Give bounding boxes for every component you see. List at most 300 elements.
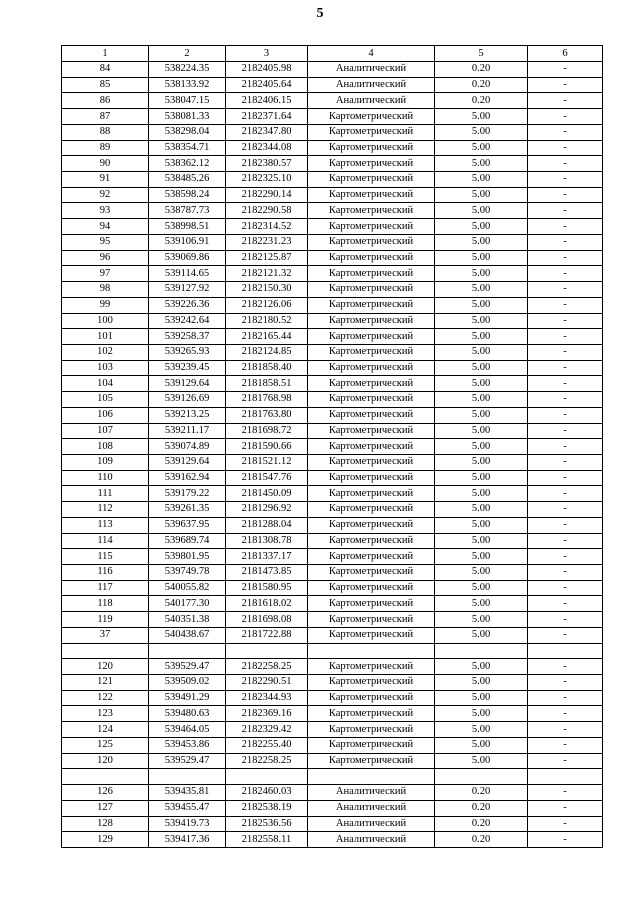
cell-method: Картометрический (308, 266, 435, 282)
cell-point-number: 126 (62, 785, 149, 801)
table-row (62, 659, 603, 675)
cell-x-coordinate: 539464.05 (149, 722, 226, 738)
cell-note: - (528, 706, 603, 722)
table-row (62, 580, 603, 596)
page-number: 5 (316, 6, 324, 21)
cell-y-coordinate: 2182344.08 (226, 140, 308, 156)
cell-point-number: 96 (62, 250, 149, 266)
cell-point-number: 84 (62, 62, 149, 78)
cell-note: - (528, 627, 603, 643)
cell-x-coordinate: 540055.82 (149, 580, 226, 596)
table-row-separator (62, 769, 603, 785)
coordinates-table (61, 45, 603, 848)
cell-point-number: 112 (62, 502, 149, 518)
cell-note: - (528, 297, 603, 313)
cell-x-coordinate: 540177.30 (149, 596, 226, 612)
cell-y-coordinate: 2181698.08 (226, 612, 308, 628)
cell-note: - (528, 77, 603, 93)
cell-point-number: 106 (62, 407, 149, 423)
cell-y-coordinate: 2182536.56 (226, 816, 308, 832)
cell-method: Аналитический (308, 93, 435, 109)
cell-point-number: 97 (62, 266, 149, 282)
cell-precision: 5.00 (435, 690, 528, 706)
cell-y-coordinate: 2181450.09 (226, 486, 308, 502)
table-row (62, 282, 603, 298)
table-row (62, 612, 603, 628)
cell-x-coordinate (149, 643, 226, 659)
cell-x-coordinate: 539226.36 (149, 297, 226, 313)
cell-point-number: 87 (62, 109, 149, 125)
cell-precision: 5.00 (435, 203, 528, 219)
cell-y-coordinate: 2182558.11 (226, 832, 308, 848)
cell-y-coordinate: 2182290.51 (226, 675, 308, 691)
table-row (62, 706, 603, 722)
cell-point-number: 121 (62, 675, 149, 691)
cell-precision: 5.00 (435, 313, 528, 329)
cell-note: - (528, 549, 603, 565)
table-row (62, 392, 603, 408)
cell-precision: 5.00 (435, 219, 528, 235)
cell-note: - (528, 596, 603, 612)
table-row (62, 172, 603, 188)
cell-point-number: 101 (62, 329, 149, 345)
cell-note: - (528, 439, 603, 455)
cell-method: Аналитический (308, 816, 435, 832)
cell-y-coordinate (226, 643, 308, 659)
table-row (62, 313, 603, 329)
cell-point-number: 98 (62, 282, 149, 298)
cell-x-coordinate: 538787.73 (149, 203, 226, 219)
cell-y-coordinate: 2181473.85 (226, 565, 308, 581)
cell-precision: 5.00 (435, 156, 528, 172)
cell-point-number: 103 (62, 360, 149, 376)
cell-x-coordinate: 539529.47 (149, 753, 226, 769)
cell-y-coordinate: 2182406.15 (226, 93, 308, 109)
cell-x-coordinate: 539179.22 (149, 486, 226, 502)
cell-y-coordinate: 2182150.30 (226, 282, 308, 298)
cell-y-coordinate: 2182347.80 (226, 124, 308, 140)
cell-point-number: 92 (62, 187, 149, 203)
cell-precision: 5.00 (435, 423, 528, 439)
cell-precision: 5.00 (435, 392, 528, 408)
table-row (62, 297, 603, 313)
cell-x-coordinate (149, 769, 226, 785)
cell-point-number: 108 (62, 439, 149, 455)
cell-method: Картометрический (308, 140, 435, 156)
cell-point-number (62, 643, 149, 659)
cell-x-coordinate: 538047.15 (149, 93, 226, 109)
table-row (62, 517, 603, 533)
cell-method: Аналитический (308, 800, 435, 816)
cell-precision: 0.20 (435, 785, 528, 801)
table-row (62, 234, 603, 250)
cell-note: - (528, 329, 603, 345)
cell-y-coordinate: 2182255.40 (226, 737, 308, 753)
column-header-x-coordinate: 2 (149, 46, 226, 62)
cell-precision: 5.00 (435, 234, 528, 250)
cell-point-number: 105 (62, 392, 149, 408)
table-row (62, 439, 603, 455)
cell-x-coordinate: 539126.69 (149, 392, 226, 408)
cell-y-coordinate: 2181763.80 (226, 407, 308, 423)
cell-precision: 5.00 (435, 266, 528, 282)
cell-note: - (528, 124, 603, 140)
cell-x-coordinate: 539114.65 (149, 266, 226, 282)
cell-note: - (528, 800, 603, 816)
cell-point-number: 111 (62, 486, 149, 502)
cell-precision: 0.20 (435, 93, 528, 109)
cell-y-coordinate: 2182380.57 (226, 156, 308, 172)
table-row (62, 124, 603, 140)
cell-method: Картометрический (308, 612, 435, 628)
table-row (62, 62, 603, 78)
cell-point-number: 129 (62, 832, 149, 848)
cell-note: - (528, 612, 603, 628)
table-row (62, 360, 603, 376)
table-row (62, 250, 603, 266)
cell-note: - (528, 392, 603, 408)
cell-precision: 5.00 (435, 344, 528, 360)
table-row (62, 596, 603, 612)
cell-y-coordinate: 2182290.14 (226, 187, 308, 203)
cell-note: - (528, 234, 603, 250)
cell-precision: 5.00 (435, 187, 528, 203)
cell-point-number: 114 (62, 533, 149, 549)
cell-x-coordinate: 538485.26 (149, 172, 226, 188)
cell-precision: 0.20 (435, 816, 528, 832)
cell-point-number: 85 (62, 77, 149, 93)
cell-y-coordinate: 2182344.93 (226, 690, 308, 706)
cell-x-coordinate: 539491.29 (149, 690, 226, 706)
cell-x-coordinate: 538354.71 (149, 140, 226, 156)
cell-note: - (528, 785, 603, 801)
cell-precision: 5.00 (435, 124, 528, 140)
cell-x-coordinate: 539127.92 (149, 282, 226, 298)
cell-point-number: 94 (62, 219, 149, 235)
cell-method: Картометрический (308, 675, 435, 691)
cell-x-coordinate: 539213.25 (149, 407, 226, 423)
cell-point-number: 89 (62, 140, 149, 156)
cell-point-number: 93 (62, 203, 149, 219)
cell-note: - (528, 313, 603, 329)
cell-x-coordinate: 539162.94 (149, 470, 226, 486)
table-row (62, 423, 603, 439)
cell-point-number: 116 (62, 565, 149, 581)
cell-note: - (528, 565, 603, 581)
cell-method: Картометрический (308, 753, 435, 769)
cell-note: - (528, 344, 603, 360)
cell-point-number: 122 (62, 690, 149, 706)
table-row (62, 376, 603, 392)
cell-x-coordinate: 538298.04 (149, 124, 226, 140)
cell-precision: 5.00 (435, 675, 528, 691)
cell-method: Картометрический (308, 517, 435, 533)
cell-x-coordinate: 538362.12 (149, 156, 226, 172)
cell-note: - (528, 250, 603, 266)
cell-y-coordinate: 2182121.32 (226, 266, 308, 282)
cell-method: Картометрический (308, 470, 435, 486)
cell-point-number: 119 (62, 612, 149, 628)
cell-method: Картометрический (308, 234, 435, 250)
cell-x-coordinate: 539242.64 (149, 313, 226, 329)
cell-precision: 5.00 (435, 565, 528, 581)
cell-method: Картометрический (308, 360, 435, 376)
cell-precision: 5.00 (435, 140, 528, 156)
cell-precision: 5.00 (435, 360, 528, 376)
table-row (62, 109, 603, 125)
cell-x-coordinate: 538998.51 (149, 219, 226, 235)
cell-precision: 5.00 (435, 329, 528, 345)
cell-note: - (528, 62, 603, 78)
cell-x-coordinate: 539106.91 (149, 234, 226, 250)
cell-point-number: 127 (62, 800, 149, 816)
cell-precision: 5.00 (435, 737, 528, 753)
table-row (62, 219, 603, 235)
cell-x-coordinate: 539801.95 (149, 549, 226, 565)
cell-x-coordinate: 539509.02 (149, 675, 226, 691)
cell-precision: 5.00 (435, 172, 528, 188)
cell-point-number: 118 (62, 596, 149, 612)
cell-note: - (528, 282, 603, 298)
cell-precision: 5.00 (435, 109, 528, 125)
cell-x-coordinate: 539453.86 (149, 737, 226, 753)
cell-y-coordinate: 2181618.02 (226, 596, 308, 612)
cell-point-number: 117 (62, 580, 149, 596)
cell-method: Картометрический (308, 596, 435, 612)
cell-y-coordinate: 2181547.76 (226, 470, 308, 486)
table-row (62, 156, 603, 172)
table-row (62, 722, 603, 738)
cell-note: - (528, 533, 603, 549)
cell-y-coordinate: 2181296.92 (226, 502, 308, 518)
table-row (62, 329, 603, 345)
cell-precision: 5.00 (435, 454, 528, 470)
cell-y-coordinate: 2182290.58 (226, 203, 308, 219)
cell-method: Картометрический (308, 706, 435, 722)
cell-method: Аналитический (308, 832, 435, 848)
cell-point-number: 88 (62, 124, 149, 140)
cell-point-number: 125 (62, 737, 149, 753)
cell-note: - (528, 172, 603, 188)
cell-y-coordinate: 2181858.51 (226, 376, 308, 392)
cell-note: - (528, 722, 603, 738)
cell-precision: 0.20 (435, 62, 528, 78)
cell-precision: 5.00 (435, 376, 528, 392)
cell-y-coordinate: 2182329.42 (226, 722, 308, 738)
cell-method: Картометрический (308, 423, 435, 439)
cell-point-number: 99 (62, 297, 149, 313)
column-header-method: 4 (308, 46, 435, 62)
cell-point-number: 128 (62, 816, 149, 832)
cell-x-coordinate: 539261.35 (149, 502, 226, 518)
cell-precision: 5.00 (435, 439, 528, 455)
cell-method: Картометрический (308, 549, 435, 565)
cell-point-number: 110 (62, 470, 149, 486)
cell-precision: 5.00 (435, 549, 528, 565)
cell-method: Картометрический (308, 156, 435, 172)
cell-precision: 5.00 (435, 612, 528, 628)
cell-y-coordinate: 2182405.64 (226, 77, 308, 93)
cell-y-coordinate: 2181858.40 (226, 360, 308, 376)
cell-point-number: 107 (62, 423, 149, 439)
cell-y-coordinate: 2181521.12 (226, 454, 308, 470)
cell-x-coordinate: 539419.73 (149, 816, 226, 832)
cell-y-coordinate: 2181337.17 (226, 549, 308, 565)
cell-note: - (528, 266, 603, 282)
cell-precision: 5.00 (435, 407, 528, 423)
cell-x-coordinate: 538598.24 (149, 187, 226, 203)
cell-method: Картометрический (308, 344, 435, 360)
cell-y-coordinate: 2181580.95 (226, 580, 308, 596)
cell-note: - (528, 502, 603, 518)
cell-y-coordinate: 2181590.66 (226, 439, 308, 455)
cell-method: Картометрический (308, 376, 435, 392)
cell-note: - (528, 407, 603, 423)
cell-x-coordinate: 539211.17 (149, 423, 226, 439)
cell-x-coordinate: 539749.78 (149, 565, 226, 581)
cell-x-coordinate: 539129.64 (149, 454, 226, 470)
cell-precision: 5.00 (435, 706, 528, 722)
cell-y-coordinate: 2182258.25 (226, 753, 308, 769)
cell-note: - (528, 517, 603, 533)
cell-method: Картометрический (308, 486, 435, 502)
table-row (62, 486, 603, 502)
column-header-precision: 5 (435, 46, 528, 62)
cell-note: - (528, 737, 603, 753)
cell-y-coordinate: 2182460.03 (226, 785, 308, 801)
cell-point-number: 102 (62, 344, 149, 360)
table-row (62, 454, 603, 470)
table-row (62, 266, 603, 282)
cell-x-coordinate: 539529.47 (149, 659, 226, 675)
cell-method: Картометрический (308, 219, 435, 235)
table-row (62, 549, 603, 565)
cell-precision: 5.00 (435, 722, 528, 738)
table-row (62, 690, 603, 706)
cell-method (308, 769, 435, 785)
cell-y-coordinate: 2182405.98 (226, 62, 308, 78)
cell-method: Картометрический (308, 124, 435, 140)
cell-y-coordinate: 2182180.52 (226, 313, 308, 329)
cell-point-number: 123 (62, 706, 149, 722)
cell-x-coordinate: 539637.95 (149, 517, 226, 533)
cell-point-number (62, 769, 149, 785)
cell-precision (435, 643, 528, 659)
table-row (62, 675, 603, 691)
cell-y-coordinate: 2182124.85 (226, 344, 308, 360)
cell-note: - (528, 816, 603, 832)
cell-note: - (528, 690, 603, 706)
table-row (62, 737, 603, 753)
cell-x-coordinate: 539129.64 (149, 376, 226, 392)
cell-y-coordinate: 2181722.88 (226, 627, 308, 643)
cell-precision: 5.00 (435, 596, 528, 612)
cell-note: - (528, 156, 603, 172)
cell-note: - (528, 93, 603, 109)
cell-x-coordinate: 538224.35 (149, 62, 226, 78)
cell-precision: 5.00 (435, 486, 528, 502)
cell-method: Картометрический (308, 454, 435, 470)
cell-method: Аналитический (308, 785, 435, 801)
cell-x-coordinate: 539417.36 (149, 832, 226, 848)
cell-precision (435, 769, 528, 785)
cell-note (528, 769, 603, 785)
cell-method: Картометрический (308, 297, 435, 313)
cell-method: Картометрический (308, 565, 435, 581)
cell-y-coordinate: 2181308.78 (226, 533, 308, 549)
cell-y-coordinate: 2182231.23 (226, 234, 308, 250)
cell-x-coordinate: 539069.86 (149, 250, 226, 266)
cell-method: Картометрический (308, 627, 435, 643)
cell-precision: 5.00 (435, 297, 528, 313)
cell-x-coordinate: 539239.45 (149, 360, 226, 376)
cell-method: Картометрический (308, 172, 435, 188)
cell-method: Картометрический (308, 187, 435, 203)
cell-note: - (528, 470, 603, 486)
cell-x-coordinate: 539258.37 (149, 329, 226, 345)
cell-note: - (528, 187, 603, 203)
cell-note: - (528, 580, 603, 596)
cell-precision: 5.00 (435, 250, 528, 266)
table-row (62, 565, 603, 581)
cell-point-number: 95 (62, 234, 149, 250)
table-row (62, 407, 603, 423)
cell-point-number: 100 (62, 313, 149, 329)
cell-precision: 5.00 (435, 282, 528, 298)
cell-point-number: 120 (62, 659, 149, 675)
cell-precision: 0.20 (435, 77, 528, 93)
cell-method: Аналитический (308, 77, 435, 93)
cell-x-coordinate: 539689.74 (149, 533, 226, 549)
cell-point-number: 90 (62, 156, 149, 172)
cell-y-coordinate: 2182258.25 (226, 659, 308, 675)
cell-method: Картометрический (308, 203, 435, 219)
cell-precision: 5.00 (435, 753, 528, 769)
cell-note: - (528, 140, 603, 156)
cell-note: - (528, 486, 603, 502)
table-row (62, 785, 603, 801)
cell-x-coordinate: 539435.81 (149, 785, 226, 801)
cell-x-coordinate: 538133.92 (149, 77, 226, 93)
cell-precision: 5.00 (435, 627, 528, 643)
cell-method: Картометрический (308, 407, 435, 423)
cell-y-coordinate: 2182126.06 (226, 297, 308, 313)
cell-point-number: 120 (62, 753, 149, 769)
table-row (62, 470, 603, 486)
cell-note: - (528, 360, 603, 376)
cell-x-coordinate: 539074.89 (149, 439, 226, 455)
cell-precision: 5.00 (435, 517, 528, 533)
cell-note: - (528, 423, 603, 439)
table-row-separator (62, 643, 603, 659)
cell-note: - (528, 675, 603, 691)
cell-note: - (528, 659, 603, 675)
cell-method: Картометрический (308, 737, 435, 753)
cell-x-coordinate: 540438.67 (149, 627, 226, 643)
cell-point-number: 124 (62, 722, 149, 738)
cell-x-coordinate: 538081.33 (149, 109, 226, 125)
cell-method (308, 643, 435, 659)
cell-x-coordinate: 539480.63 (149, 706, 226, 722)
cell-point-number: 37 (62, 627, 149, 643)
cell-point-number: 86 (62, 93, 149, 109)
table-row (62, 344, 603, 360)
cell-method: Картометрический (308, 533, 435, 549)
table-row (62, 800, 603, 816)
cell-x-coordinate: 539265.93 (149, 344, 226, 360)
table-row (62, 502, 603, 518)
cell-method: Картометрический (308, 329, 435, 345)
